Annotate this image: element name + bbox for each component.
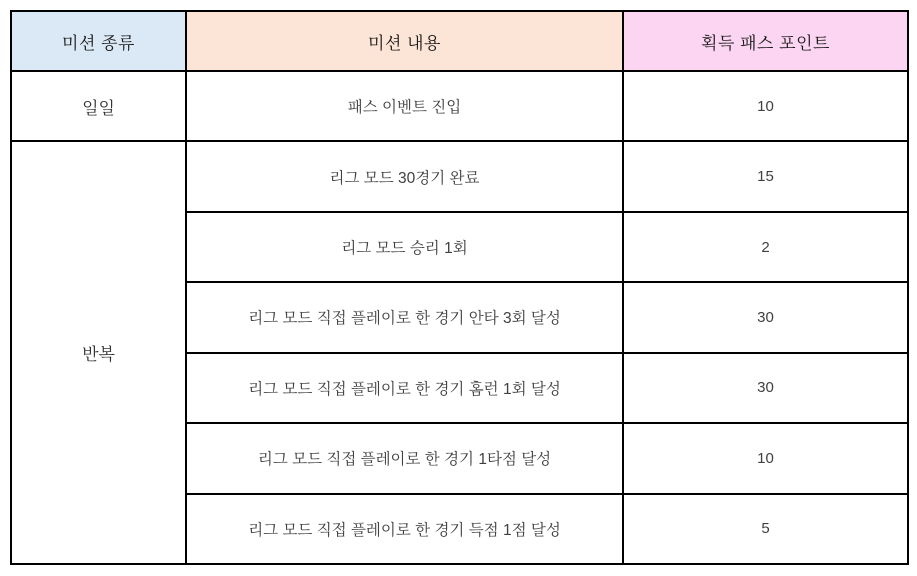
mission-pass-table-wrap xyxy=(10,10,907,565)
mission-content-cell: 리그 모드 직접 플레이로 한 경기 1타점 달성 xyxy=(186,423,623,493)
mission-points-cell: 15 xyxy=(623,141,908,211)
header-pass-points: 획득 패스 포인트 xyxy=(623,11,908,71)
mission-points-cell: 2 xyxy=(623,212,908,282)
table-header-row xyxy=(11,11,908,71)
header-mission-type: 미션 종류 xyxy=(11,11,186,71)
mission-pass-table xyxy=(10,10,909,565)
mission-content-cell: 패스 이벤트 진입 xyxy=(186,71,623,141)
mission-content-cell: 리그 모드 직접 플레이로 한 경기 안타 3회 달성 xyxy=(186,282,623,352)
mission-points-cell: 5 xyxy=(623,494,908,564)
mission-points-cell: 10 xyxy=(623,423,908,493)
mission-content-cell: 리그 모드 직접 플레이로 한 경기 홈런 1회 달성 xyxy=(186,353,623,423)
mission-content-cell: 리그 모드 직접 플레이로 한 경기 득점 1점 달성 xyxy=(186,494,623,564)
mission-points-cell: 30 xyxy=(623,353,908,423)
mission-content-cell: 리그 모드 30경기 완료 xyxy=(186,141,623,211)
mission-content-cell: 리그 모드 승리 1회 xyxy=(186,212,623,282)
table-row xyxy=(11,141,908,211)
table-row xyxy=(11,71,908,141)
mission-type-daily: 일일 xyxy=(11,71,186,141)
header-mission-content: 미션 내용 xyxy=(186,11,623,71)
mission-type-repeat: 반복 xyxy=(11,141,186,564)
mission-points-cell: 10 xyxy=(623,71,908,141)
mission-points-cell: 30 xyxy=(623,282,908,352)
